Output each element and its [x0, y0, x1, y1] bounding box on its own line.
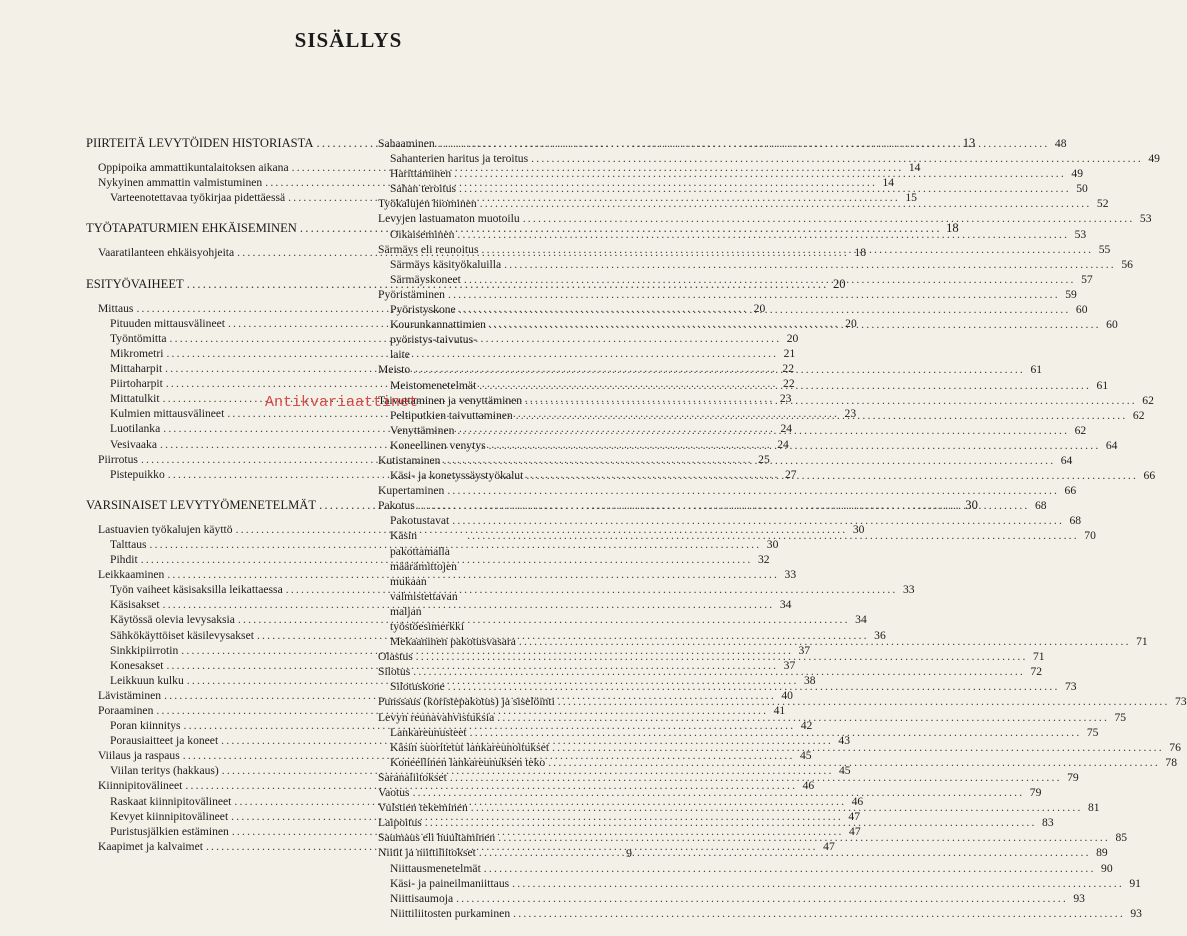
toc-entry-title: Kaapimet ja kalvaimet [98, 839, 203, 853]
toc-entry-title: Käsi- ja konetyssäystyökalut [390, 469, 524, 483]
page-number: 9 [626, 846, 632, 860]
toc-entry-title: Saranaliitokset [378, 770, 447, 784]
dot-leader [467, 528, 1079, 543]
toc-entry-page: 71 [1136, 635, 1148, 649]
dot-leader [480, 196, 1092, 211]
toc-entry-page: 33 [902, 583, 915, 597]
toc-entry-title: Niittausmenetelmät [390, 861, 481, 875]
dot-leader [452, 513, 1064, 528]
dot-leader [470, 725, 1082, 740]
toc-entry-page: 46 [851, 794, 864, 808]
toc-entry-page: 18 [854, 246, 866, 260]
toc-entry-page: 81 [1088, 801, 1100, 815]
toc-entry-page: 62 [1074, 423, 1087, 437]
toc-entry [86, 597, 792, 612]
toc-entry [86, 582, 915, 597]
toc-entry-page: 68 [1069, 514, 1082, 528]
toc-entry-title: Punssaus (koristepakotus) ja siselöinti [378, 695, 555, 709]
toc-entry-page: 47 [823, 839, 835, 853]
toc-entry-title: Särmäys eli reunoitus [378, 242, 479, 256]
toc-entry-title: Viilan teritys (hakkaus) [110, 764, 219, 778]
toc-entry-page: 13 [962, 136, 976, 150]
toc-entry-page: 60 [1106, 318, 1118, 332]
toc-entry-page: 20 [753, 301, 766, 315]
toc-entry-page: 33 [784, 568, 797, 582]
toc-entry-title: Mekaaninen pakotusvasara [390, 635, 516, 649]
toc-entry [378, 876, 1141, 891]
dot-leader [479, 378, 1091, 393]
toc-entry-title: Taivuttaminen ja venyttäminen [378, 393, 523, 407]
toc-entry-title: Vesivaaka [110, 437, 157, 451]
toc-entry-title: Levyn reunavahvistuksia [378, 710, 495, 724]
dot-leader [418, 498, 1030, 513]
toc-entry-page: 56 [1121, 257, 1133, 271]
dot-leader [504, 257, 1116, 272]
toc-entry-page: 62 [1142, 393, 1154, 407]
dot-leader [454, 166, 1066, 181]
toc-entry-title: Olastus [378, 650, 413, 664]
toc-entry-title: Pihdit [110, 553, 138, 567]
toc-entry-page: 24 [777, 437, 789, 451]
toc-entry-page: 71 [1033, 650, 1045, 664]
dot-leader [558, 694, 1170, 709]
toc-entry-title: Pistepuikko [110, 467, 165, 481]
toc-entry-page: 15 [905, 191, 917, 205]
dot-leader [464, 272, 1076, 287]
toc-entry-page: 43 [838, 734, 850, 748]
toc-entry-title: Lastuavien työkalujen käyttö [98, 522, 233, 536]
toc-entry-page: 68 [1034, 499, 1047, 513]
toc-entry-title: Lävistäminen [98, 688, 162, 702]
toc-entry-title: Vulstien tekeminen [378, 801, 468, 815]
toc-entry-title: Sahan teroitus [390, 182, 457, 196]
toc-entry-page: 30 [766, 537, 779, 551]
dot-leader [448, 287, 1060, 302]
toc-entry-page: 79 [1029, 786, 1042, 800]
toc-entry-title: Käsi- ja paineilmaniittaus [390, 876, 510, 890]
toc-entry-title: Niittiliitosten purkaminen [390, 906, 511, 920]
toc-entry-page: 34 [779, 598, 792, 612]
toc-entry [86, 552, 770, 567]
toc-entry-page: 27 [784, 467, 797, 481]
dot-leader [484, 861, 1096, 876]
toc-entry [378, 906, 1142, 921]
toc-entry-title: Kourunkannattimien pyöristys-taivutus-laite [390, 318, 486, 362]
toc-entry-page: 93 [1073, 891, 1085, 905]
toc-entry [378, 513, 1082, 528]
toc-entry-title: Piirrotus [98, 452, 138, 466]
toc-entry-page: 78 [1165, 755, 1177, 769]
toc-entry-page: 49 [1071, 167, 1083, 181]
dot-leader [457, 227, 1069, 242]
toc-entry-title: Mikrometri [110, 346, 164, 360]
toc-entry-title: Pakotustavat [390, 514, 450, 528]
toc-entry [378, 891, 1085, 906]
toc-entry-page: 70 [1084, 529, 1096, 543]
dot-leader [525, 393, 1137, 408]
toc-entry-page: 72 [1030, 665, 1043, 679]
toc-entry-page: 76 [1169, 740, 1181, 754]
toc-entry-title: Työn vaiheet käsisaksilla leikattaessa [110, 583, 283, 597]
toc-entry-title: Mittatulkit [110, 392, 160, 406]
toc-entry-page: 50 [1076, 182, 1088, 196]
toc-entry [86, 522, 865, 537]
dot-leader [489, 438, 1101, 453]
toc-entry-page: 48 [1054, 137, 1067, 150]
toc-entry-page: 59 [1065, 287, 1077, 301]
toc-entry-title: Talttaus [110, 537, 147, 551]
toc-entry-page: 46 [802, 779, 815, 793]
dot-leader [413, 362, 1025, 377]
dot-leader [479, 845, 1091, 860]
dot-leader [450, 770, 1062, 785]
toc-entry-page: 53 [1139, 212, 1152, 226]
toc-entry-title: Särmäyskoneet [390, 272, 461, 286]
dot-leader [413, 664, 1025, 679]
toc-entry-title: Leikkuun kulku [110, 673, 184, 687]
toc-entry [86, 316, 857, 331]
toc-entry [86, 612, 867, 627]
dot-leader [438, 136, 1050, 151]
toc-entry-title: Laipoitus [378, 816, 422, 830]
toc-entry-title: Oppipoika ammattikuntalaitoksen aikana [98, 161, 289, 175]
toc-entry-page: 37 [798, 643, 811, 657]
toc-entry-title: Käytössä olevia levysaksia [110, 613, 235, 627]
toc-entry-page: 75 [1086, 725, 1099, 739]
toc-entry-title: Pituuden mittausvälineet [110, 316, 225, 330]
toc-entry-page: 75 [1114, 710, 1127, 724]
toc-entry-page: 23 [844, 407, 857, 421]
dot-leader [447, 483, 1059, 498]
toc-entry-page: 73 [1175, 695, 1187, 709]
toc-entry-page: 55 [1098, 242, 1111, 256]
toc-entry-title: Koneellinen lankareunuksen teko [390, 755, 546, 769]
toc-entry-page: 14 [882, 176, 895, 190]
toc-entry-title: Silotus [378, 665, 411, 679]
toc-entry-title: Meisto [378, 363, 411, 377]
toc-entry-title: Piirtoharpit [110, 377, 163, 391]
dot-leader [552, 740, 1164, 755]
toc-entry-page: 18 [946, 221, 959, 236]
dot-leader [416, 649, 1028, 664]
toc-entry-page: 47 [849, 824, 861, 838]
toc-entry-title: Mittaus [98, 301, 134, 315]
toc-entry-title: Sahanterien haritus ja teroitus [390, 152, 529, 166]
dot-leader [457, 423, 1069, 438]
dot-leader [413, 785, 1025, 800]
toc-entry-title: Nykyinen ammattin valmistuminen [98, 176, 263, 190]
toc-entry-page: 14 [908, 161, 921, 175]
toc-entry-title: Levyjen lastuamaton muotoilu [378, 212, 520, 226]
toc-entry-title: Koneellinen venytys [390, 438, 486, 452]
toc-entry-page: 53 [1074, 227, 1087, 241]
toc-entry-page: 49 [1148, 152, 1160, 166]
toc-entry-title: Pyöristäminen [378, 287, 445, 301]
toc-entry-title: Vaotus [378, 786, 410, 800]
toc-entry-title: Käsisakset [110, 598, 160, 612]
toc-entry-page: 20 [845, 316, 857, 330]
toc-entry-page: 64 [1060, 453, 1073, 467]
toc-entry-page: 32 [757, 553, 770, 567]
toc-entry-page: 66 [1064, 484, 1077, 498]
toc-entry-title: Poran kiinnitys [110, 719, 181, 733]
dot-leader [512, 876, 1124, 891]
toc-entry-title: Kevyet kiinnipitovälineet [110, 809, 229, 823]
toc-entry [378, 483, 1077, 498]
dot-leader [425, 815, 1037, 830]
toc-entry-title: Mittaharpit [110, 362, 163, 376]
toc-entry-page: 30 [965, 497, 978, 512]
dot-leader [459, 181, 1071, 196]
toc-entry-page: 20 [832, 276, 846, 291]
toc-entry-title: Särmäys käsityökaluilla [390, 257, 502, 271]
toc-entry-page: 47 [848, 809, 860, 823]
toc-entry-title: Lankareunusteet [390, 725, 467, 739]
toc-entry-page: 64 [1105, 438, 1118, 452]
toc-entry-title: Luotilanka [110, 422, 161, 436]
dot-leader [531, 151, 1143, 166]
toc-entry-title: Käsin pakottamalla määrämittojen mukaan valmistettavan maljan työstöesimerkki [390, 529, 465, 633]
dot-leader [548, 755, 1160, 770]
toc-entry-title: Kiinnipitovälineet [98, 779, 183, 793]
toc-entry-page: 42 [800, 719, 813, 733]
dot-leader [456, 891, 1068, 906]
toc-entry-title: Raskaat kiinnipitovälineet [110, 794, 232, 808]
toc-entry-page: 73 [1064, 680, 1077, 694]
toc-entry-title: Sahaaminen [378, 137, 435, 150]
toc-entry-title: Konesakset [110, 658, 164, 672]
toc-entry-page: 83 [1042, 816, 1054, 830]
toc-entry-page: 24 [780, 422, 793, 436]
toc-entry-page: 61 [1030, 363, 1043, 377]
dot-leader [443, 453, 1055, 468]
toc-entry [86, 331, 799, 346]
toc-entry-title: VARSINAISET LEVYTYÖMENETELMÄT [86, 497, 317, 512]
toc-entry-title: Venyttäminen [390, 423, 455, 437]
watermark: Antikvariaattinet [265, 394, 419, 411]
toc-entry [378, 861, 1113, 876]
toc-entry-title: Niittisaumoja [390, 891, 454, 905]
dot-leader [448, 679, 1060, 694]
toc-entry-title: Sähkökäyttöiset käsilevysakset [110, 628, 254, 642]
toc-entry [378, 211, 1152, 226]
toc-entry-title: Pakotus [378, 499, 415, 513]
toc-entry-page: 89 [1096, 846, 1108, 860]
toc-entry-title: Viilaus ja raspaus [98, 749, 180, 763]
toc-entry-title: ESITYÖVAIHEET [86, 276, 184, 291]
toc-entry-title: Pyöristyskone [390, 303, 456, 317]
toc-entry-page: 57 [1081, 272, 1093, 286]
toc-entry-page: 25 [758, 452, 770, 466]
toc-entry-page: 45 [799, 749, 812, 763]
toc-entry-title: Meistomenetelmät [390, 378, 477, 392]
toc-entry-title: Harittaminen [390, 167, 452, 181]
toc-entry-page: 23 [779, 392, 792, 406]
dot-leader [526, 468, 1138, 483]
dot-leader [471, 800, 1083, 815]
dot-leader [481, 242, 1093, 257]
toc-entry-title: Käsin suoritetut lankareunoitukset [390, 740, 550, 754]
dot-leader [513, 906, 1125, 921]
toc-entry [86, 567, 797, 582]
toc-entry-page: 22 [782, 362, 794, 376]
toc-entry-page: 90 [1101, 861, 1113, 875]
toc-entry-title: Porausiaitteet ja koneet [110, 734, 219, 748]
toc-entry-title: TYÖTAPATURMIEN EHKÄISEMINEN [86, 221, 297, 236]
toc-entry-title: Työntömitta [110, 331, 167, 345]
page-title: SISÄLLYS [294, 28, 403, 52]
toc-entry [378, 151, 1160, 166]
toc-entry-page: 60 [1075, 303, 1088, 317]
toc-entry-title: Kutistaminen [378, 453, 441, 467]
dot-leader [519, 634, 1131, 649]
toc-entry-page: 61 [1096, 378, 1109, 392]
toc-entry-title: Työkalujen hiominen [378, 197, 477, 211]
toc-entry-page: 41 [773, 704, 786, 717]
toc-entry-page: 62 [1132, 408, 1145, 422]
toc-entry-title: Niitit ja niittiliitokset [378, 846, 476, 860]
toc-entry [378, 287, 1077, 302]
toc-entry-page: 22 [783, 377, 795, 391]
toc-entry [378, 257, 1133, 272]
toc-entry-page: 85 [1115, 831, 1128, 845]
dot-leader [523, 211, 1135, 226]
dot-leader [498, 830, 1110, 845]
dot-leader [489, 317, 1101, 332]
toc-entry-page: 45 [839, 764, 851, 778]
toc-entry-title: Kupertaminen [378, 484, 445, 498]
toc-entry-title: Puristusjälkien estäminen [110, 824, 229, 838]
toc-entry-page: 34 [855, 613, 867, 627]
toc-entry-title: Leikkaaminen [98, 568, 165, 582]
toc-entry-title: Vaaratilanteen ehkäisyohjeita [98, 246, 235, 260]
toc-entry-page: 20 [786, 331, 799, 345]
toc-entry-page: 38 [803, 673, 816, 687]
toc-entry-page: 79 [1067, 770, 1079, 784]
toc-entry-title: Oikaiseminen [390, 227, 455, 241]
toc-entry-title: Peltiputkien taivuttaminen [390, 408, 513, 422]
toc-entry-page: 21 [783, 346, 796, 360]
toc-entry-title: Sinkkipiirrotin [110, 643, 179, 657]
toc-entry-page: 40 [781, 688, 793, 702]
dot-leader [459, 302, 1071, 317]
toc-entry-page: 91 [1129, 876, 1141, 890]
toc-entry-title: PIIRTEITÄ LEVYTÖIDEN HISTORIASTA [86, 136, 314, 150]
toc-entry-page: 66 [1143, 469, 1156, 483]
toc-entry-page: 93 [1130, 906, 1142, 920]
toc-entry-title: Saumaus eli huultaminen [378, 831, 496, 845]
toc-entry-title: Varteenotettavaa työkirjaa pidettäessä [110, 191, 286, 205]
toc-entry-title: Poraaminen [98, 704, 154, 717]
toc-entry-title: Kulmien mittausvälineet [110, 407, 225, 421]
toc-entry-title: Silotuskone [390, 680, 445, 694]
toc-entry [86, 537, 779, 552]
dot-leader [516, 408, 1128, 423]
toc-entry-page: 52 [1096, 197, 1109, 211]
dot-leader [497, 710, 1109, 725]
toc-entry-page: 30 [852, 522, 865, 536]
toc-entry [86, 346, 796, 361]
toc-entry-page: 36 [874, 628, 886, 642]
toc-entry-page: 37 [783, 658, 796, 672]
